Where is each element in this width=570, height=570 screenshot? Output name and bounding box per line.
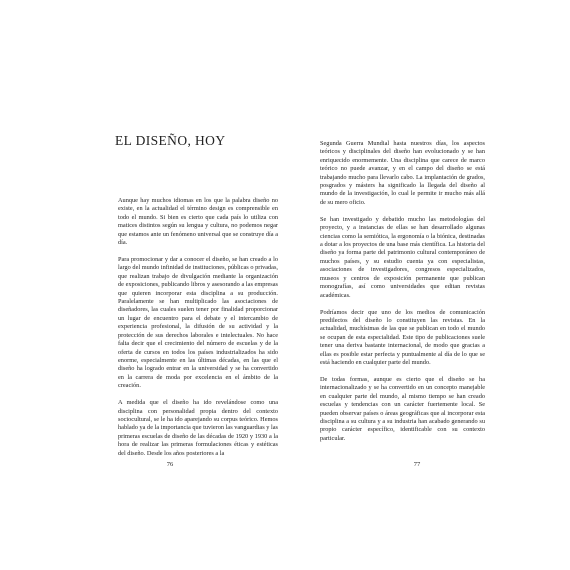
right-text-column	[320, 140, 485, 452]
right-page	[285, 0, 570, 570]
body-paragraph: Aunque hay muchos idiomas en los que la palabra diseño no existe, en la actualidad el término design es comprensible en todo el mundo. Si bien es cierto que cada país lo utiliza con matices distintos según su lengua y cultura, no podemos negar que estamos ante un fenómeno universal que se construye día a día.	[118, 197, 278, 247]
body-paragraph: A medida que el diseño ha ido revelándose como una disciplina con personalidad propia dentro del contexto sociocultural, se le ha ido aparejando su corpus teórico. Hemos hablado ya de la importancia que tuvieron las vanguardias y las primeras escuelas de diseño de las décadas de 1920 y 1930 a la hora de realizar las primeras formulaciones éticas y estéticas del diseño. Desde los años posteriores a la	[118, 399, 278, 457]
chapter-heading: EL DISEÑO, HOY	[115, 133, 226, 148]
page-number: 77	[413, 461, 421, 468]
body-paragraph: Segunda Guerra Mundial hasta nuestros días, los aspectos teóricos y disciplinales del diseño han evolucionado y se han enriquecido enormemente. Una disciplina que carece de marco teórico no puede avanzar, y en el campo del diseño se está trabajando mucho para llevarlo cabo. La implantación de grados, posgrados y másters ha significado la llegada del diseño al mundo de la investigación, lo cual le permite ir mucho más allá de su mero oficio.	[320, 140, 485, 206]
body-paragraph: Se han investigado y debatido mucho las metodologías del proyecto, y a instancias de ellas se han desarrollado algunas ciencias como la semiótica, la ergonomía o la biónica, destinadas a dotar a los proyectos de una base más científica. La historia del diseño ya forma parte del patrimonio cultural contemporáneo de muchos países, y su estudio cuenta ya con especialistas, asociaciones de investigadores, congresos especializados, museos y centros de exposición permanente que publican monografías, así como universidades que editan revistas académicas.	[320, 215, 485, 299]
page-number: 76	[166, 461, 174, 468]
body-paragraph: Podríamos decir que uno de los medios de comunicación predilectos del diseño lo constituyen las revistas. En la actualidad, muchísimas de las que se publican en todo el mundo se ocupan de esta especialidad. Este tipo de publicaciones suele tener una deriva bastante internacional, de modo que gracias a ellas es posible estar perfecta y puntualmente al día de lo que se está haciendo en cualquier parte del mundo.	[320, 308, 485, 366]
body-paragraph: Para promocionar y dar a conocer el diseño, se han creado a lo largo del mundo infinidad de instituciones, públicas o privadas, que realizan trabajo de divulgación mediante la organización de exposiciones, publicando libros y asesorando a las empresas que quieren incorporar esta disciplina a su producción. Paralelamente se han multiplicado las asociaciones de diseñadores, las cuales suelen tener por finalidad proporcionar un lugar de encuentro para el debate y el intercambio de experiencia profesional, la difusión de su actividad y la protección de sus derechos laborales e intelectuales. No hace falta decir que el crecimiento del número de escuelas y de la oferta de cursos en todos los países industrializados ha sido enorme, especialmente en las últimas décadas, en las que el diseño ha logrado entrar en la universidad y se ha convertido en la carrera de moda por excelencia en el ámbito de la creación.	[118, 256, 278, 390]
left-text-column	[118, 197, 278, 467]
body-paragraph: De todas formas, aunque es cierto que el diseño se ha internacionalizado y se ha convertido en un concepto manejable en cualquier parte del mundo, al mismo tiempo se han creado escuelas y tendencias con un carácter fuertemente local. Se pueden observar países o áreas geográficas que al incorporar esta disciplina a su cultura y a su industria han acabado generando su propio carácter específico, identificable con su contexto particular.	[320, 375, 485, 442]
